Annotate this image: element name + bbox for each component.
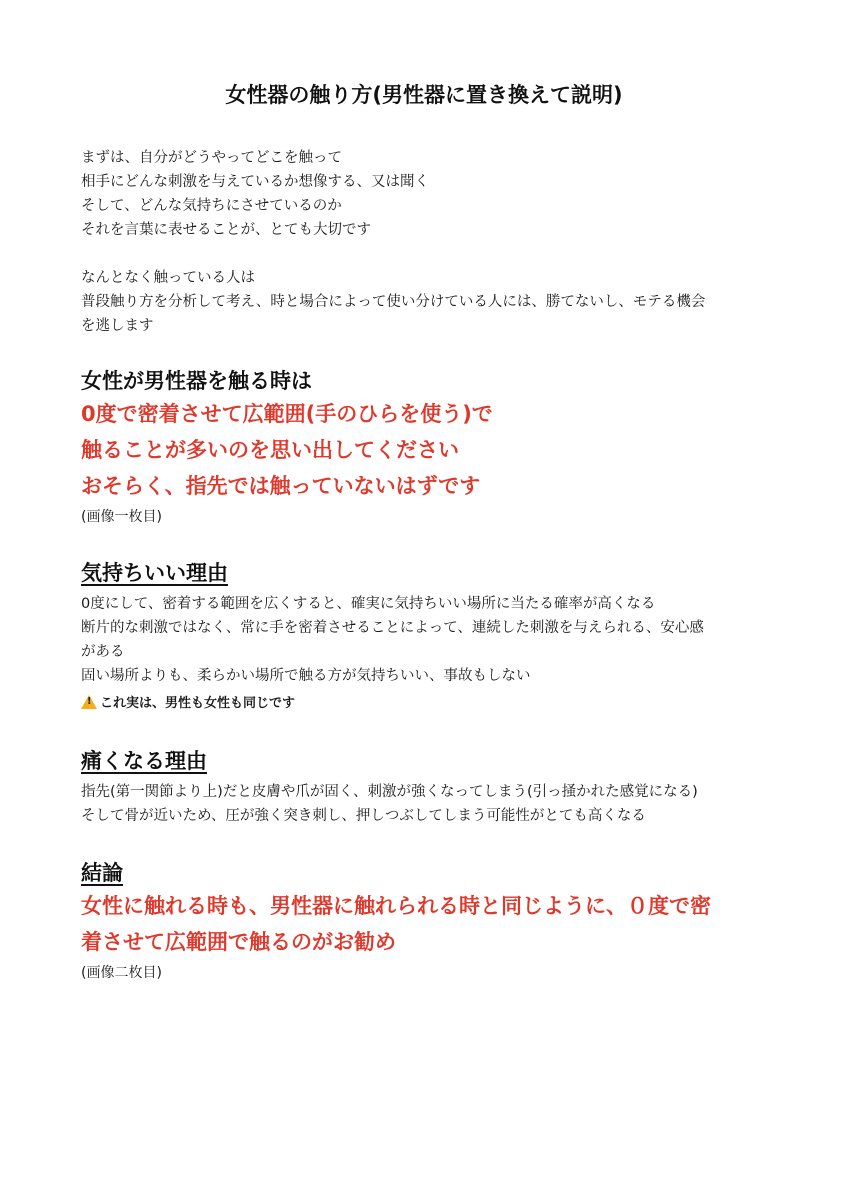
spacer bbox=[81, 242, 771, 266]
section2-body bbox=[81, 592, 771, 688]
text-line: 0度にして、密着する範囲を広くすると、確実に気持ちいい場所に当たる確率が高くなる bbox=[81, 596, 656, 612]
text-line: 指先(第一関節より上)だと皮膚や爪が固く、刺激が強くなってしまう(引っ掻かれた感覚になる) bbox=[81, 784, 698, 800]
document-body bbox=[81, 146, 771, 984]
page-title: 女性器の触り方(男性器に置き換えて説明) bbox=[225, 83, 623, 107]
text-line: なんとなく触っている人は bbox=[81, 270, 255, 286]
warning-note bbox=[81, 692, 771, 716]
section1-highlight bbox=[81, 396, 771, 504]
text-line: それを言葉に表せることが、とても大切です bbox=[81, 222, 371, 238]
text-line: 固い場所よりも、柔らかい場所で触る方が気持ちいい、事故もしない bbox=[81, 668, 531, 684]
warning-icon bbox=[81, 695, 97, 709]
intro-paragraph-1 bbox=[81, 146, 771, 242]
section2-heading: 気持ちいい理由 bbox=[81, 561, 228, 585]
highlight-line: 触ることが多いのを思い出してください bbox=[81, 438, 459, 462]
text-line: 断片的な刺激ではなく、常に手を密着させることによって、連続した刺激を与えられる、安心感 bbox=[81, 620, 704, 636]
section4-highlight bbox=[81, 888, 771, 960]
section3-heading: 痛くなる理由 bbox=[81, 749, 207, 773]
section1-image-note: (画像一枚目) bbox=[81, 509, 162, 525]
warning-text: これ実は、男性も女性も同じです bbox=[100, 696, 296, 711]
text-line: 相手にどんな刺激を与えているか想像する、又は聞く bbox=[81, 174, 429, 190]
section4-image-note: (画像二枚目) bbox=[81, 965, 162, 981]
highlight-line: おそらく、指先では触っていないはずです bbox=[81, 474, 481, 498]
highlight-line: 女性に触れる時も、男性器に触れられる時と同じように、０度で密 bbox=[81, 894, 711, 918]
section4-heading: 結論 bbox=[81, 861, 123, 885]
text-line: まずは、自分がどうやってどこを触って bbox=[81, 150, 342, 166]
section1-heading: 女性が男性器を触る時は bbox=[81, 369, 312, 393]
text-line: そして骨が近いため、圧が強く突き刺し、押しつぶしてしまう可能性がとても高くなる bbox=[81, 808, 646, 824]
text-line: 普段触り方を分析して考え、時と場合によって使い分けている人には、勝てないし、モテる機会 bbox=[81, 294, 706, 310]
text-line: を逃します bbox=[81, 318, 154, 334]
intro-paragraph-2 bbox=[81, 266, 771, 338]
text-line: そして、どんな気持ちにさせているのか bbox=[81, 198, 342, 214]
text-line: がある bbox=[81, 644, 125, 660]
highlight-line: 0度で密着させて広範囲(手のひらを使う)で bbox=[81, 402, 493, 426]
highlight-line: 着させて広範囲で触るのがお勧め bbox=[81, 930, 396, 954]
section3-body bbox=[81, 780, 771, 828]
